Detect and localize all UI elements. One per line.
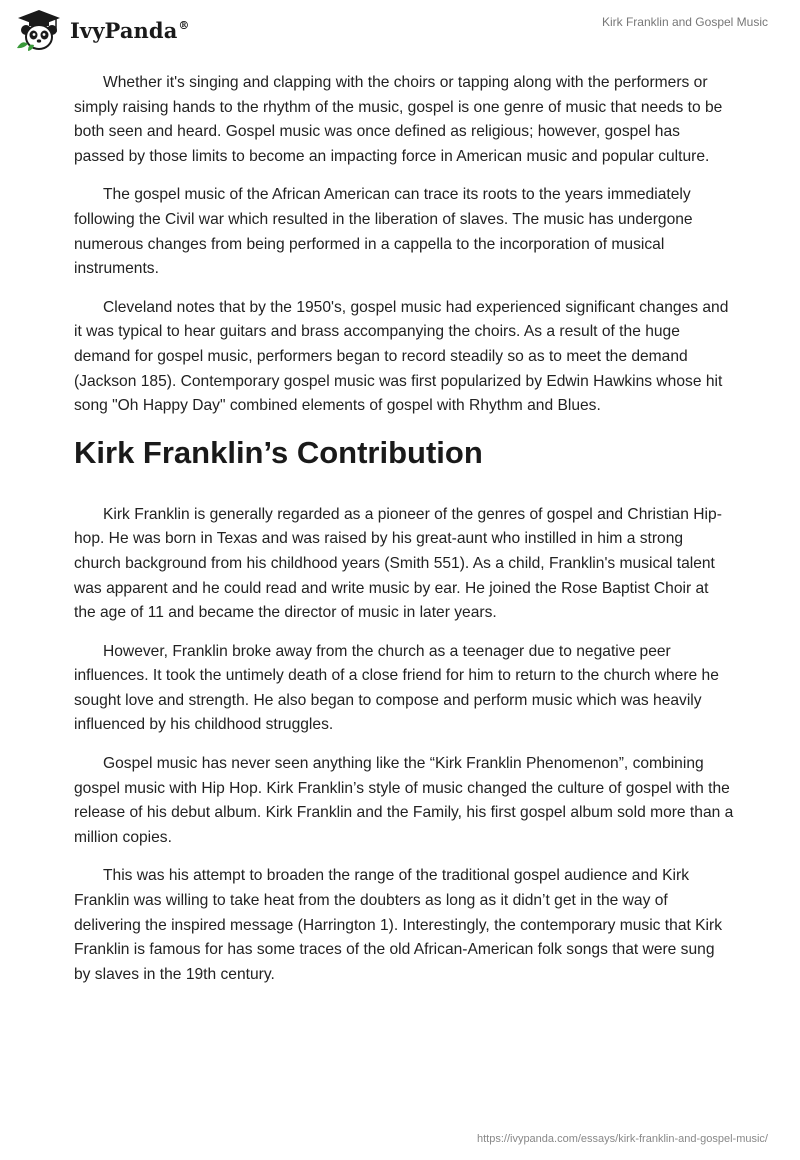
paragraph: However, Franklin broke away from the church as a teenager due to negative peer influences. It took the untimely death of a close friend for him to return to the church where he sought love and strength. He also began to compose and perform music which was heavily influenced by his childhood struggles. [74,642,719,734]
page-header [0,0,800,70]
paragraph: This was his attempt to broaden the range of the traditional gospel audience and Kirk Franklin was willing to take heat from the doubters as long as it didn’t get in the way of delivering the inspired message (Harrington 1). Interestingly, the contemporary music that Kirk Franklin is famous for has some traces of the old African-American folk songs that were sung by slaves in the 19th century. [74,867,723,983]
brand-name: IvyPanda® [70,17,190,43]
ivypanda-logo[interactable] [14,8,190,52]
paragraph: Gospel music has never seen anything like the “Kirk Franklin Phenomenon”, combining gospel music with Hip Hop. Kirk Franklin’s style of music changed the culture of gospel with the release of his debut album. Kirk Franklin and the Family, his first gospel album sold more than a million copies. [74,755,734,846]
paragraph: Whether it's singing and clapping with the choirs or tapping along with the performers or simply raising hands to the rhythm of the music, gospel is one genre of music that needs to be both seen and heard. Gospel music was once defined as religious; however, gospel has passed by those limits to become an impacting force in American music and popular culture. [74,74,723,165]
paragraph: Cleveland notes that by the 1950's, gospel music had experienced significant changes and it was typical to hear guitars and brass accompanying the choirs. As a result of the huge demand for gospel music, performers began to record steadily so as to meet the demand (Jackson 185). Contemporary gospel music was first popularized by Edwin Hawkins whose hit song "Oh Happy Day" combined elements of gospel with Rhythm and Blues. [74,298,729,415]
section-heading: Kirk Franklin’s Contribution [74,434,483,470]
panda-graduation-icon [14,8,64,52]
paragraph: The gospel music of the African American can trace its roots to the years immediately following the Civil war which resulted in the liberation of slaves. The music has undergone numerous changes from being performed in a cappella to the incorporation of musical instruments. [74,186,693,278]
essay-content [74,71,734,1001]
registered-mark: ® [178,18,190,32]
paragraph: Kirk Franklin is generally regarded as a pioneer of the genres of gospel and Christian Hip-hop. He was born in Texas and was raised by his great-aunt who instilled in him a strong church background from his childhood years (Smith 551). As a child, Franklin's musical talent was apparent and he could read and write music by ear. He joined the Rose Baptist Choir at the age of 11 and became the director of music in later years. [74,505,722,622]
document-title: Kirk Franklin and Gospel Music [601,15,768,29]
source-url-link[interactable]: https://ivypanda.com/essays/kirk-franklin-and-gospel-music/ [476,1133,768,1145]
